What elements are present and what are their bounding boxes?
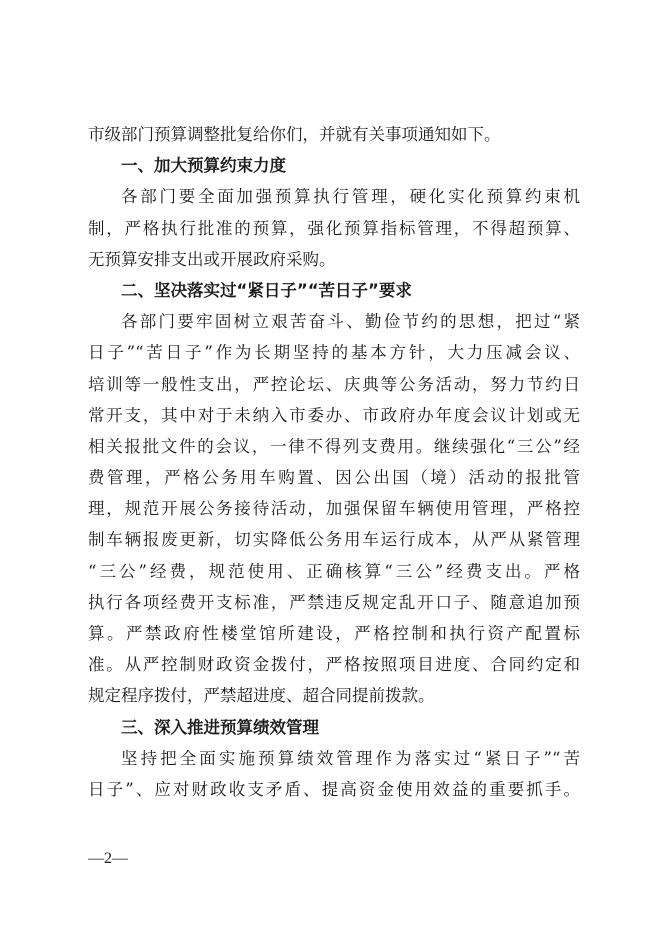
paragraph-line: 市级部门预算调整批复给你们，并就有关事项通知如下。: [88, 125, 501, 144]
section-heading: 三、深入推进预算绩效管理: [121, 717, 319, 737]
paragraph-line: 准。从严控制财政资金拨付，严格按照项目进度、合同约定和: [88, 655, 580, 675]
paragraph-line: 制，严格执行批准的预算，强化预算指标管理，不得超预算、: [88, 218, 580, 238]
paragraph-line: 各部门要牢固树立艰苦奋斗、勤俭节约的思想，把过“紧: [121, 312, 580, 332]
paragraph-line: 无预算安排支出或开展政府采购。: [88, 249, 336, 269]
paragraph-line: 费管理，严格公务用车购置、因公出国（境）活动的报批管: [88, 468, 580, 488]
section-heading: 二、坚决落实过“紧日子”“苦日子”要求: [121, 280, 412, 300]
page-number: —2—: [88, 850, 128, 867]
paragraph-line: 执行各项经费开支标准，严禁违反规定乱开口子、随意追加预: [88, 592, 580, 612]
paragraph-line: 相关报批文件的会议，一律不得列支费用。继续强化“三公”经: [88, 436, 580, 456]
paragraph-line: 各部门要全面加强预算执行管理，硬化实化预算约束机: [121, 187, 580, 207]
document-body: [88, 119, 580, 805]
paragraph-line: “三公”经费，规范使用、正确核算“三公”经费支出。严格: [88, 561, 580, 581]
paragraph-line: 规定程序拨付，严禁超进度、超合同提前拨款。: [88, 686, 435, 706]
paragraph-line: 日子”、应对财政收支矛盾、提高资金使用效益的重要抓手。: [88, 779, 580, 799]
paragraph-line: 算。严禁政府性楼堂馆所建设，严格控制和执行资产配置标: [88, 624, 580, 643]
paragraph-line: 常开支，其中对于未纳入市委办、市政府办年度会议计划或无: [88, 405, 580, 425]
paragraph-line: 日子”“苦日子”作为长期坚持的基本方针，大力压减会议、: [88, 343, 580, 363]
paragraph-line: 理，规范开展公务接待活动，加强保留车辆使用管理，严格控: [88, 499, 580, 519]
section-heading: 一、加大预算约束力度: [121, 156, 286, 176]
paragraph-line: 培训等一般性支出，严控论坛、庆典等公务活动，努力节约日: [88, 374, 580, 394]
paragraph-line: 制车辆报废更新，切实降低公务用车运行成本，从严从紧管理: [88, 530, 580, 550]
paragraph-line: 坚持把全面实施预算绩效管理作为落实过“紧日子”“苦: [121, 748, 580, 768]
